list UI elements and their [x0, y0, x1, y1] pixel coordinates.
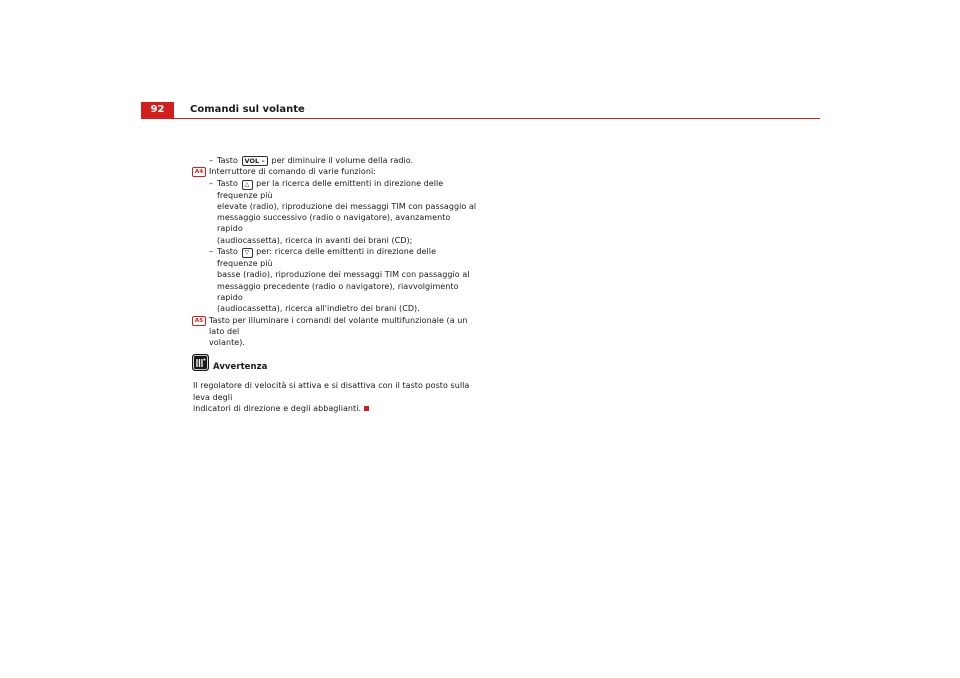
- a4-text: Interruttore di comando di varie funzioni:: [209, 167, 376, 177]
- page-content: [193, 155, 478, 414]
- text-line: elevate (radio), riproduzione dei messaggi TIM con passaggio al: [217, 201, 477, 211]
- vol-minus-key: VOL –: [242, 156, 268, 166]
- page-number: 92: [141, 102, 174, 118]
- section-title: Comandi sul volante: [190, 104, 305, 115]
- text-line: messaggio successivo (radio o navigatore), avanzamento rapido: [217, 213, 451, 234]
- text-line: indicatori di direzione e degli abbaglianti.: [193, 404, 362, 414]
- list-item-a5: [193, 315, 478, 349]
- text-line: per la ricerca delle emittenti in direzione delle frequenze più: [217, 178, 444, 200]
- note-body: [193, 380, 478, 414]
- note-title: Avvertenza: [213, 362, 268, 373]
- marker-a5-icon: A5: [192, 316, 206, 326]
- text-suffix: per diminuire il volume della radio.: [271, 156, 414, 165]
- list-item-up-key: [193, 178, 478, 246]
- text-line: messaggio precedente (radio o navigatore), riavvolgimento rapido: [217, 281, 459, 302]
- text-prefix: Tasto: [217, 156, 238, 165]
- up-arrow-key-icon: △: [242, 180, 253, 190]
- dash-bullet: –: [209, 156, 214, 165]
- text-prefix: Tasto: [217, 178, 238, 188]
- dash-bullet: –: [209, 178, 214, 188]
- list-item-a4: [193, 166, 478, 177]
- end-of-section-icon: [364, 406, 369, 411]
- info-note-icon: [192, 354, 209, 371]
- marker-a4-icon: A4: [192, 167, 206, 177]
- dash-bullet: –: [209, 247, 214, 257]
- text-line: Il regolatore di velocità si attiva e si disattiva con il tasto posto sulla leva degli: [193, 381, 470, 402]
- text-line: volante).: [209, 338, 245, 348]
- text-prefix: Tasto: [217, 247, 238, 257]
- down-arrow-key-icon: ▽: [242, 248, 253, 258]
- note-header: [193, 354, 478, 380]
- text-line: per: ricerca delle emittenti in direzione delle frequenze più: [217, 247, 437, 269]
- text-line: (audiocassetta), ricerca all'indietro dei brani (CD).: [217, 304, 420, 314]
- text-line: (audiocassetta), ricerca in avanti dei brani (CD);: [217, 235, 413, 245]
- list-item-vol-minus: [193, 155, 478, 166]
- text-line: basse (radio), riproduzione dei messaggi TIM con passaggio al: [217, 270, 470, 280]
- text-line-last: [193, 403, 478, 414]
- list-item-down-key: [193, 246, 478, 314]
- text-line: Tasto per illuminare i comandi del volante multifunzionale (a un lato del: [209, 315, 468, 336]
- page-header: [141, 102, 820, 119]
